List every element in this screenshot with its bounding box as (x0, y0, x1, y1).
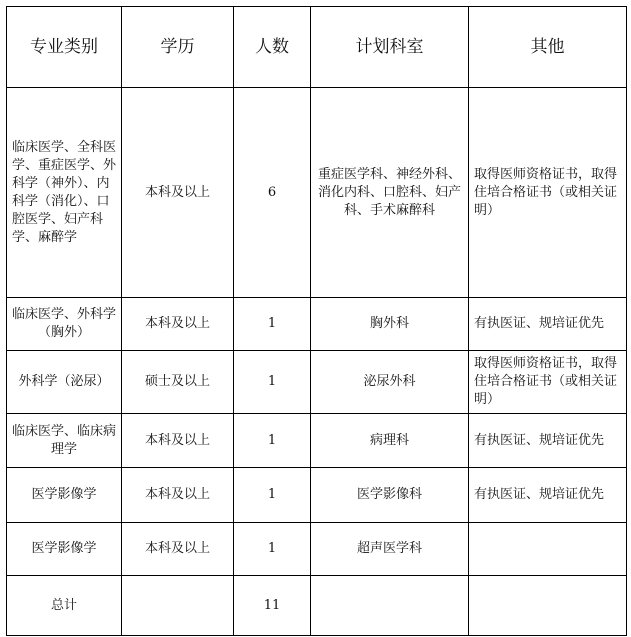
header-row (7, 7, 627, 88)
cell-major: 外科学（泌尿） (7, 351, 122, 414)
cell-count: 1 (234, 468, 311, 523)
cell-major: 临床医学、临床病理学 (7, 414, 122, 468)
cell-count: 1 (234, 523, 311, 576)
header-education: 学历 (122, 7, 234, 88)
total-label: 总计 (7, 576, 122, 636)
cell-department: 重症医学科、神经外科、消化内科、口腔科、妇产科、手术麻醉科 (311, 88, 469, 298)
cell-other: 有执医证、规培证优先 (469, 414, 627, 468)
total-row (7, 576, 627, 636)
cell-education: 本科及以上 (122, 468, 234, 523)
recruitment-table (6, 6, 627, 636)
cell-education: 本科及以上 (122, 88, 234, 298)
cell-count: 1 (234, 351, 311, 414)
cell-department: 病理科 (311, 414, 469, 468)
header-major: 专业类别 (7, 7, 122, 88)
cell-education: 本科及以上 (122, 414, 234, 468)
cell-count: 6 (234, 88, 311, 298)
header-other: 其他 (469, 7, 627, 88)
cell-major: 医学影像学 (7, 523, 122, 576)
cell-count: 1 (234, 414, 311, 468)
cell-department: 胸外科 (311, 298, 469, 351)
header-department: 计划科室 (311, 7, 469, 88)
header-count: 人数 (234, 7, 311, 88)
cell-major: 临床医学、全科医学、重症医学、外科学（神外）、内科学（消化）、口腔医学、妇产科学、麻醉学 (7, 88, 122, 298)
table-row (7, 523, 627, 576)
table-row (7, 298, 627, 351)
cell-education: 本科及以上 (122, 523, 234, 576)
cell-other: 有执医证、规培证优先 (469, 468, 627, 523)
cell-other: 有执医证、规培证优先 (469, 298, 627, 351)
table-row (7, 88, 627, 298)
cell-department: 泌尿外科 (311, 351, 469, 414)
cell-other: 取得医师资格证书，取得住培合格证书（或相关证明） (469, 88, 627, 298)
total-department-empty (311, 576, 469, 636)
total-count: 11 (234, 576, 311, 636)
cell-education: 本科及以上 (122, 298, 234, 351)
table-row (7, 414, 627, 468)
cell-major: 医学影像学 (7, 468, 122, 523)
cell-other (469, 523, 627, 576)
cell-other: 取得医师资格证书，取得住培合格证书（或相关证明） (469, 351, 627, 414)
table-row (7, 468, 627, 523)
cell-department: 超声医学科 (311, 523, 469, 576)
total-education-empty (122, 576, 234, 636)
cell-count: 1 (234, 298, 311, 351)
table-row (7, 351, 627, 414)
total-other-empty (469, 576, 627, 636)
cell-department: 医学影像科 (311, 468, 469, 523)
cell-major: 临床医学、外科学（胸外） (7, 298, 122, 351)
cell-education: 硕士及以上 (122, 351, 234, 414)
